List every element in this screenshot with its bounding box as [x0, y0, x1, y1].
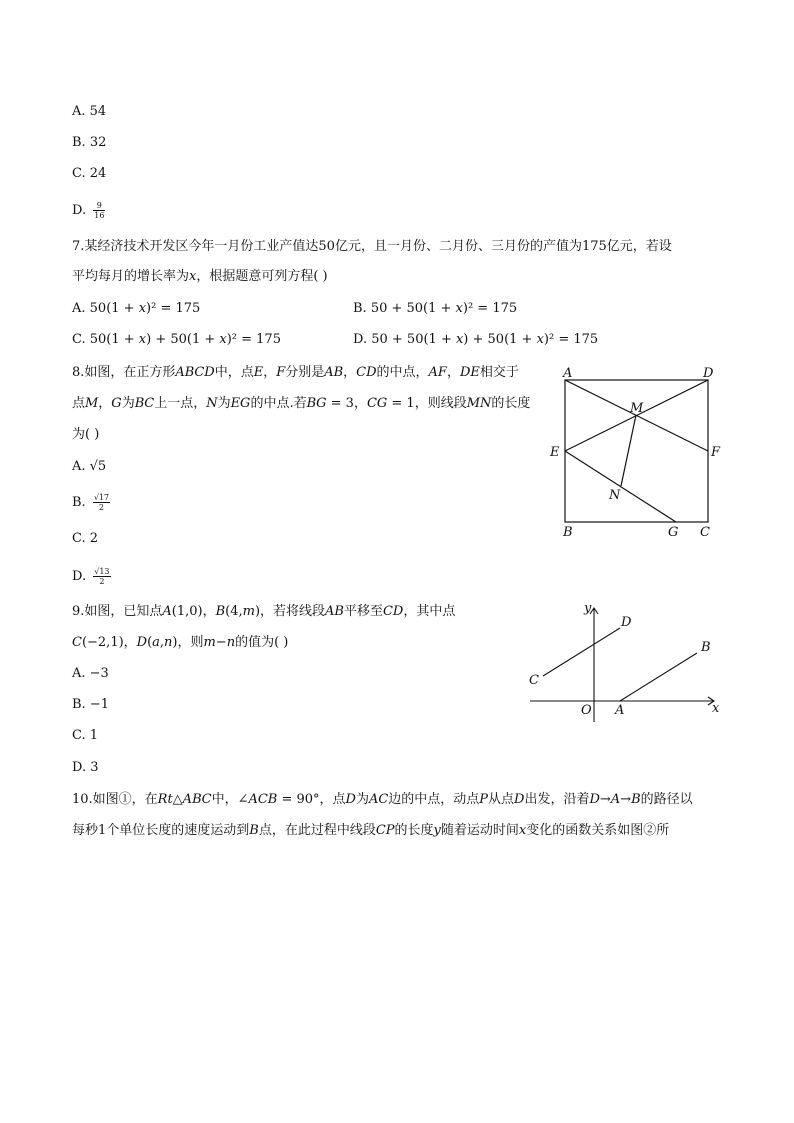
q6-option-d-fraction — [93, 201, 105, 220]
q9-option-b: B. −1 — [72, 697, 109, 712]
q8-option-b-fraction — [93, 493, 110, 512]
q7-stem-line1: 7.某经济技术开发区今年一月份工业产值达50亿元，且一月份、二月份、三月份的产值为175亿元，若设 — [72, 239, 672, 254]
q9-option-d: D. 3 — [72, 760, 99, 775]
label-x: x — [712, 701, 720, 716]
label-f: F — [711, 445, 721, 460]
q10-stem-line2: 每秒1个单位长度的速度运动到𝐵点，在此过程中线段𝐶𝑃的长度𝑦随着运动时间𝑥变化的函数关系如图②所 — [72, 823, 670, 838]
q8-option-d-fraction — [93, 567, 110, 586]
q8-option-c: C. 2 — [72, 531, 99, 546]
label-n: N — [609, 488, 621, 503]
fraction-numerator: √17 — [93, 493, 110, 502]
label-o: O — [581, 703, 592, 718]
segment-eg — [565, 451, 676, 522]
label-m: M — [630, 401, 644, 416]
label-c: C — [529, 673, 539, 688]
q9-option-c: C. 1 — [72, 728, 99, 743]
q8-option-b — [72, 493, 110, 512]
label-b: B — [563, 525, 573, 540]
q6-option-b: B. 32 — [72, 135, 107, 150]
q7-option-d: D. 50 + 50(1 + 𝑥) + 50(1 + 𝑥)² = 175 — [353, 332, 599, 347]
q7-option-c: C. 50(1 + 𝑥) + 50(1 + 𝑥)² = 175 — [72, 332, 281, 347]
segment-mn — [621, 415, 636, 486]
fraction-numerator: √13 — [94, 567, 110, 576]
q8-option-d-prefix: D. — [72, 569, 87, 584]
fraction-denominator: 2 — [98, 503, 105, 512]
q6-option-d — [72, 201, 105, 220]
fraction-denominator: 16 — [94, 211, 105, 220]
label-c: C — [700, 525, 710, 540]
label-g: G — [668, 525, 679, 540]
q6-option-a: A. 54 — [72, 104, 107, 119]
q9-stem-line1: 9.如图，已知点𝐴(1,0)，𝐵(4,𝑚)，若将线段𝐴𝐵平移至𝐶𝐷，其中点 — [72, 604, 456, 619]
q8-option-a: A. √5 — [72, 459, 107, 474]
label-d: D — [703, 366, 714, 381]
q8-option-d — [72, 567, 111, 586]
q8-stem-line3: 为( ) — [72, 427, 100, 442]
q6-option-c: C. 24 — [72, 166, 107, 181]
q9-coordinate-figure — [520, 596, 730, 726]
label-a: A — [563, 366, 573, 381]
q8-option-b-prefix: B. — [72, 495, 86, 510]
q8-square-figure — [545, 362, 730, 542]
q7-option-a: A. 50(1 + 𝑥)² = 175 — [72, 301, 201, 316]
q9-option-a: A. −3 — [72, 666, 109, 681]
label-e: E — [550, 445, 560, 460]
q8-stem-line1: 8.如图，在正方形𝐴𝐵𝐶𝐷中，点𝐸，𝐹分别是𝐴𝐵，𝐶𝐷的中点，𝐴𝐹，𝐷𝐸相交于 — [72, 365, 519, 380]
q6-option-d-prefix: D. — [72, 203, 87, 218]
q9-stem-line2: 𝐶(−2,1)，𝐷(𝑎,𝑛)，则𝑚−𝑛的值为( ) — [72, 635, 289, 650]
fraction-numerator: 9 — [93, 201, 105, 211]
segment-cd — [543, 628, 620, 676]
fraction-denominator: 2 — [99, 577, 105, 586]
label-a: A — [615, 703, 625, 718]
q8-stem-line2: 点𝑀，𝐺为𝐵𝐶上一点，𝑁为𝐸𝐺的中点.若𝐵𝐺 = 3，𝐶𝐺 = 1，则线段𝑀𝑁的长度 — [72, 396, 531, 411]
q7-option-b: B. 50 + 50(1 + 𝑥)² = 175 — [353, 301, 518, 316]
segment-ab — [620, 653, 697, 701]
q10-stem-line1: 10.如图①，在𝑅𝑡△𝐴𝐵𝐶中，∠𝐴𝐶𝐵 = 90°，点𝐷为𝐴𝐶边的中点，动点𝑃从点𝐷出发，沿着𝐷→𝐴→𝐵的路径以 — [72, 792, 693, 807]
label-b: B — [701, 640, 711, 655]
q7-stem-line2: 平均每月的增长率为𝑥，根据题意可列方程( ) — [72, 269, 328, 284]
label-d: D — [621, 615, 632, 630]
label-y: y — [584, 601, 592, 616]
